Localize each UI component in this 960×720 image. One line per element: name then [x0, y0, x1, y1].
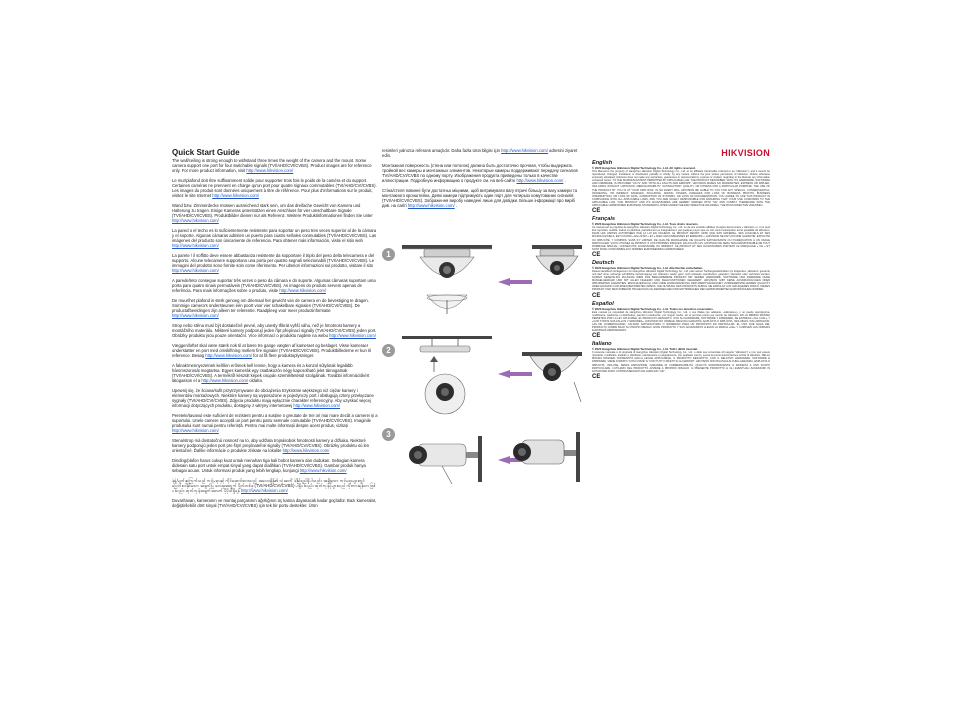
website-link[interactable]: http://www.hikvision.com/ [212, 193, 260, 198]
website-link[interactable]: http://www.hikvision.com/ [172, 313, 219, 318]
note-text: La pared o el techo es lo suficientemente resistente para soportar un peso tres veces superior al de la cámara y el soporte. Algunas cámaras admiten un puerto para cuatro señales conmutables (TVI/AHD/CVI/CVBS). Las imágenes del producto son únicamente de referencia. Para obtener más información, visite el sitio web [172, 228, 377, 243]
legal-section-français [592, 216, 770, 258]
website-link[interactable]: http://www.hikvision.com/ [172, 268, 219, 273]
step-2-illustration [382, 332, 582, 418]
note-paragraph [172, 203, 378, 223]
note-text-after: . [564, 178, 566, 183]
note-paragraph [172, 498, 378, 508]
copyright-line: © 2020 Hangzhou Hikvision Digital Technology Co., Ltd. All rights reserved. [592, 166, 696, 170]
language-heading: Français [592, 216, 616, 223]
legal-sections [592, 160, 770, 382]
note-paragraph [172, 253, 378, 273]
note-paragraph [172, 413, 378, 433]
note-text: De muur/het plafond is sterk genoeg om driemaal het gewicht van de camera en de bevestiging te dragen. Sommige camera's ondersteunen één poort voor vier schakelbare signalen (TVI/AHD/CVI/CVBS). De productafbeeldingen zijn alleen ter referentie. Raadpleeg voor meer productinformatie [172, 298, 369, 313]
multilingual-notes-cont [382, 148, 582, 208]
language-heading: Deutsch [592, 259, 615, 266]
note-text: နံရံ/မျက်နှာကြက်သည် ကင်မရာနှင့် ကိုင်ဆောင်ထားသည့် အလေးချိန်၏ သုံးဆကို ခံနိုင်ရည်ရှိပါသည်။ အချို့သော ကင်မရာများတွင် ပြောင်းလဲနိုင်သော အချက်ပြ လေးခုအတွက် ပို့တ်တစ်ခု (TVI/AHD/CVI/CVBS) ပါရှိပါသည်။ ထုတ်ကုန်ပုံများသည် ကိုးကားရန်သာ ဖြစ်ပါသည်။ ထုတ်ကုန်အချက်အလက် ပိုမိုသိရှိရန် [172, 478, 376, 493]
note-text: Upewnij się, że ściana/sufit przytrzymywane do obciążenia trzykrotnie większego niż ciężar kamery i elementów montażowych. Niektóre kamery są wyposażone w pojedynczy port i obsługują cztery przełączane sygnały (TVI/AHD/CVI/CVBS). Zdjęcia produktu mają wyłącznie charakter referencyjny. Aby uzyskać więcej informacji dotyczących produktu, dostępny z witryny internetowej [172, 388, 374, 408]
website-link[interactable]: http://www.hikvision.com/ [172, 428, 219, 433]
website-link[interactable]: http://www.hikvision.com/ [241, 488, 288, 493]
website-link[interactable]: http://www.hikvision.com/ [516, 178, 564, 183]
bullet-camera-icon [382, 422, 582, 502]
turret-camera-icon [382, 332, 582, 418]
step-3-illustration [382, 422, 582, 502]
note-paragraph [172, 298, 378, 318]
note-text: resimleri yalnızca referans amaçlıdır. Daha fazla ürün bilgisi için [382, 148, 500, 153]
note-text-after: . [455, 203, 458, 208]
note-text-after: oldalra. [249, 378, 264, 383]
ce-mark-icon: CE [592, 292, 601, 299]
website-link[interactable]: http://www.hikvision.com/ [329, 333, 376, 338]
note-paragraph [172, 323, 378, 338]
website-link[interactable]: http://www.hikvision.com/ [201, 378, 249, 383]
step-1-illustration [382, 240, 582, 328]
note-text: Stena/strop má dostatočnú nosnosť na to, aby udržala trojnásobok hmotnosti kamery a držiaka. Niektoré kamery podporujú jeden port pre štyri prepínateľné signály (TVI/AHD/CVI/CVBS). Obrázky produktu sú len orientačné. Ďalšie informácie o produkte získate na lokalite [172, 438, 370, 453]
step-3-badge: 3 [382, 428, 395, 441]
legal-text: Dieses Handbuch ist Eigentum von Hangzhou Hikvision Digital Technology Co., Ltd. oder seinen Tochtergesellschaften (im Folgenden „Hikvision“ genannt) und darf ohne vorherige schriftliche Genehmigung von Hikvision weder ganz noch teilweise reproduziert, geändert, übersetzt oder verbreitet werden. SOWEIT GESETZLICH ZULÄSSIG WIRD DAS BESCHRIEBENE PRODUKT MIT SEINER HARDWARE, SOFTWARE UND FIRMWARE OHNE MÄNGELGEWÄHR UND MIT ALLEN FEHLERN UND FEHLFUNKTIONEN GELIEFERT. HIKVISION GIBT KEINE AUSDRÜCKLICHEN ODER IMPLIZIERTEN GARANTIEN, EINSCHLIESSLICH UND OHNE EINSCHRÄNKUNG DER MARKTGÄNGIGKEIT, ZUFRIEDENSTELLENDEN QUALITÄT ODER EIGNUNG FÜR EINEN BESTIMMTEN ZWECK. DIE NUTZUNG DES PRODUKTS DURCH SIE ERFOLGT AUF IHR EIGENES RISIKO. DIESES PRODUKT UND SEIN ZUBEHÖR TRAGEN DAS CE-KENNZEICHEN UND ENTSPRECHEN DEN HARMONISIERTEN EUROPÄISCHEN NORMEN. [592, 269, 770, 292]
copyright-line: © 2020 Hangzhou Hikvision Digital Technology Co., Ltd. Todos los derechos reservados. [592, 306, 714, 311]
note-text: Peretele/tavanul este suficient de rezistent pentru a susține o greutate de trei ori mai mare decât a camerei și a suportului. Unele camere acceptă un port pentru patru semnale comutabile (TVI/AHD/CVI/CVBS). Imaginile produsului sunt numai pentru referință. Pentru mai multe informații despre acest produs, vizitați [172, 413, 378, 428]
note-text: Dinding/plafon harus cukup kuat untuk menahan tiga kali bobot kamera dan dudukan. Sebagian kamera didesain satu port untuk empat sinyal yang dapat dialihkan (TVI/AHD/CVI/CVBS). Gambar produk hanya sebagai acuan. Untuk informasi produk yang lebih lengkap, kunjungi [172, 458, 366, 473]
note-paragraph [172, 388, 378, 408]
ce-mark-icon: CE [592, 251, 601, 258]
brand-logo: HIKVISION [721, 148, 770, 158]
language-heading: Español [592, 300, 614, 307]
note-paragraph [172, 438, 378, 453]
note-text: The wall/ceiling is strong enough to withstand three times the weight of the camera and the mount. Some camera support one port for four switchable signals (TVI/AHD/CVI/CVBS). Product images are for reference only. For more product information, visit [172, 158, 372, 173]
website-link[interactable]: http://www.hikvision.com/ [293, 403, 341, 408]
note-text: Монтажная поверхность (стена или потолок) должна быть достаточно прочная, чтобы выдержать тройной вес камеры и монтажных элементов. Некоторые камеры поддерживают передачу сигналов TVI/AHD/CVI/CVBS по одному порту. Изображения продукта приведены только в качестве иллюстрации. Подробную информацию о продукте см. на веб-сайте [382, 163, 578, 183]
note-text: A falnak/mennyezetnek kellően erősnek kell lennie, hogy a kamera és a konzol súlyának legalább háromszorosát megtartsa. Egyes kamerák egy csatlakozón négy kapcsolható jelet támogatnak (TVI/AHD/CVI/CVBS). A termékről készült képek csupán szemléltetésül szolgálnak. További információkért látogasson el a [172, 363, 370, 383]
note-paragraph [172, 363, 378, 383]
note-text: Væggen/loftet skal være stærk nok til at bære tre gange vægten af kameraet og beslaget. Visse kameraer understøtter en port med omskiftning mellem fire signaler (TVI/AHD/CVI/CVBS). Produktbillederne er kun til reference. Besøg [172, 343, 371, 358]
page-title: Quick Start Guide [172, 148, 240, 157]
ce-mark-icon: CE [592, 208, 601, 215]
note-paragraph [172, 478, 378, 493]
legal-text: This Manual is the property of Hangzhou Hikvision Digital Technology Co., Ltd. or its affiliates (hereinafter referred to as "Hikvision"), and it cannot be reproduced, changed, translated, or distributed, partially or wholly, by any means, without the prior written permission of Hikvision. Unless otherwise expressly stipulated, Hikvision does not make any warranties, guarantees or representations, express or implied, regarding to the Manual, any information contained herein. TO THE MAXIMUM EXTENT PERMITTED BY APPLICABLE LAW, THE PRODUCT DESCRIBED, WITH ITS HARDWARE, SOFTWARE AND FIRMWARE, IS PROVIDED "AS IS" AND "WITH ALL FAULTS AND ERRORS". HIKVISION MAKES NO WARRANTIES, EXPRESS OR IMPLIED, INCLUDING WITHOUT LIMITATION, MERCHANTABILITY, SATISFACTORY QUALITY, OR FITNESS FOR A PARTICULAR PURPOSE. THE USE OF THE PRODUCT BY YOU IS AT YOUR OWN RISK. IN NO EVENT WILL HIKVISION BE LIABLE TO YOU FOR ANY SPECIAL, CONSEQUENTIAL, INCIDENTAL, OR INDIRECT DAMAGES, INCLUDING, AMONG OTHERS, DAMAGES FOR LOSS OF BUSINESS PROFITS, BUSINESS INTERRUPTION, OR LOSS OF DATA, CORRUPTION OF SYSTEMS, OR LOSS OF DOCUMENTATION. YOU AGREE TO USE THIS PRODUCT IN COMPLIANCE WITH ALL APPLICABLE LAWS, AND YOU ARE SOLELY RESPONSIBLE FOR ENSURING THAT YOUR USE CONFORMS TO THE APPLICABLE LAW. THIS PRODUCT AND ITS ACCESSORIES ARE HEREBY MARKED WITH "CE" AND COMPLY THEREFORE WITH THE APPLICABLE HARMONIZED EUROPEAN STANDARDS LISTED UNDER THE EMC DIRECTIVE 2014/30/EU, THE ROHS DIRECTIVE 2011/65/EU. [592, 170, 770, 208]
language-heading: English [592, 160, 613, 166]
note-paragraph [382, 148, 582, 158]
note-text: A parede/teto consegue suportar três vezes o peso da câmara e do suporte. Algumas câmaras suportam uma porta para quatro sinais permutáveis (TVI/AHD/CVI/CVBS). As imagens do produto servem apenas de referência. Para mais informações sobre o produto, visite [172, 278, 376, 293]
note-text: La parete / il soffitto deve essere abbastanza resistente da sopportare il triplo del peso della telecamera e del supporto. Alcune telecamere supportano una porta per quattro segnali selezionabili (TVI/AHD/CVI/CVBS). Le immagini del prodotto sono fornite solo come riferimento. Per ulteriori informazioni sul prodotto, visitare il sito [172, 253, 375, 268]
note-text: Стіна/стеля повинні бути достатньо міцними, щоб витримувати вагу втричі більшу за вагу камери та монтажного кронштейна. Деякі камери підтримують один порт для чотирьох комутованих сигналів (TVI/AHD/CVI/CVBS). Зображення виробу наведені лише для довідки. Більше інформації про виріб див. на сайті [382, 188, 578, 208]
note-paragraph [172, 158, 378, 173]
legal-section-english [592, 160, 770, 214]
note-paragraph [172, 178, 378, 198]
legal-section-italiano [592, 341, 770, 380]
note-text-after: adresini ziyaret edin. [382, 148, 578, 158]
note-paragraph [172, 458, 378, 473]
note-text: Duvar/tavan, kameranın ve montaj parçasının ağırlığının üç katına dayanacak kadar güçlüdür. Bazı kameralar, değiştirilebilir dört sinyal (TVI/AHD/CVI/CVBS) için tek bir portu destekler. Ürün [172, 498, 377, 508]
website-link[interactable]: http://www.hikvision.com/ [246, 168, 294, 173]
website-link[interactable]: http://www.hikvision.com/ [279, 288, 327, 293]
copyright-line: © 2020 Hangzhou Hikvision Digital Technology Co., Ltd. Tous droits réservés. [592, 222, 699, 227]
legal-text: Ce manuel est la propriété de Hangzhou Hikvision Digital Technology Co., Ltd. ou de ses sociétés affiliées (ci-après dénommées « Hikvision »). Il ne peut être reproduit, modifié, traduit ou distribué, partiellement ou intégralement, par quelque moyen que ce soit, sans l'autorisation écrite préalable de Hikvision. DANS LES LIMITES AUTORISÉES PAR LA LOI EN VIGUEUR, LE PRODUIT DÉCRIT, AINSI QUE SON MATÉRIEL, SES LOGICIELS ET SES MICROLOGICIELS, EST FOURNI « EN L'ÉTAT » ET « AVEC CES FAIBLESSES ET ERREURS ». HIKVISION NE FAIT AUCUNE GARANTIE, EXPLICITE OU IMPLICITE, Y COMPRIS, SANS S'Y LIMITER, DE QUALITÉ MARCHANDE, DE QUALITÉ SATISFAISANTE OU D'ADÉQUATION À UN USAGE PARTICULIER. VOUS UTILISEZ LE PRODUIT À VOS PROPRES RISQUES. EN AUCUN CAS, HIKVISION NE SERA TENU RESPONSABLE DE TOUT DOMMAGE SPÉCIAL, CONSÉCUTIF, ACCESSOIRE OU INDIRECT. CE PRODUIT ET SES ACCESSOIRES PORTENT LE MARQUAGE « CE » ET SONT DONC CONFORMES AUX NORMES EUROPÉENNES HARMONISÉES. [592, 226, 770, 251]
legal-column [592, 148, 770, 566]
step-1-badge: 1 [382, 248, 395, 261]
note-paragraph [382, 163, 582, 183]
multilingual-notes [172, 158, 378, 508]
website-link[interactable]: http://www.hikvision.com/ [407, 203, 455, 208]
ce-mark-icon: CE [592, 333, 601, 340]
website-link[interactable]: http://www.hikvision.com/ [282, 448, 330, 453]
note-paragraph [172, 278, 378, 293]
step-2-badge: 2 [382, 344, 395, 357]
website-link[interactable]: http://www.hikvision.com/ [205, 353, 253, 358]
website-link[interactable]: http://www.hikvision.com/ [172, 243, 219, 248]
note-text: Wand bzw. Zimmerdecke müssen ausreichend stark sein, um das dreifache Gewicht von Kamera und Halterung zu tragen. Einige Kameras unterstützen einen Anschluss für vier umschaltbare Signale (TVI/AHD/CVI/CVBS). Produktbilder dienen nur als Referenz. Weitere Produktinformationen finden Sie unter [172, 203, 373, 218]
note-text-after: for at få flere produktoplysninger. [253, 353, 315, 358]
legal-section-español [592, 301, 770, 340]
website-link[interactable]: http://www.hikvision.com/ [172, 218, 219, 223]
copyright-line: © 2020 Hangzhou Hikvision Digital Technology Co., Ltd. Tutti i diritti riservati. [592, 347, 698, 352]
note-paragraph [172, 228, 378, 248]
legal-section-deutsch [592, 260, 770, 299]
note-text: Strop nebo stěna musí být dostatečně pevné, aby unesly třikrát vyšší váhu, než je hmotnost kamery a montážního materiálu. Některé kamery podporují jeden řípt přepínací signály (TVI/AHD/CVI/CVBS) jeden port. Obrázky produktu jsou pouze orientační. Více informací o produktu najdete na webu [172, 323, 377, 338]
legal-text: Este manual es propiedad de Hangzhou Hikvision Digital Technology Co., Ltd. o sus filiales (en adelante, «Hikvision»), y no puede reproducirse, modificarse, traducirse ni distribuirse, parcial ni totalmente, por ningún medio, sin el permiso previo por escrito de Hikvision. EN LA MEDIDA MÁXIMA PERMITIDA POR LA LEY APLICABLE, EL PRODUCTO DESCRITO, CON SU HARDWARE, SOFTWARE Y FIRMWARE, SE ENTREGA «TAL CUAL» Y «CON TODOS SUS FALLOS Y ERRORES». HIKVISION NO OFRECE NINGUNA GARANTÍA, EXPLÍCITA O IMPLÍCITA, INCLUIDAS, SIN LIMITACIÓN, LAS DE COMERCIALIDAD, CALIDAD SATISFACTORIA O IDONEIDAD PARA UN PROPÓSITO EN PARTICULAR. EL USO QUE HAGA DEL PRODUCTO CORRE BAJO SU PROPIO RIESGO. ESTE PRODUCTO Y SUS ACCESORIOS LLEVAN LA MARCA «CE» Y CUMPLEN LAS NORMAS EUROPEAS ARMONIZADAS. [592, 310, 770, 333]
ce-mark-icon: CE [592, 373, 601, 380]
website-link[interactable]: http://www.hikvision.com/ [299, 468, 347, 473]
note-paragraph [382, 188, 582, 208]
note-text: Le mur/plafond doit être suffisamment solide pour supporter trois fois le poids de la caméra et du support. Certaines caméras ne prennent en charge qu'un port pour quatre signaux commutables (TVI/AHD/CVI/CVBS). Les images du produit sont données uniquement à titre de référence. Pour plus d'informations sur le produit, visitez le site Internet [172, 178, 377, 198]
note-paragraph [172, 343, 378, 358]
copyright-line: © 2020 Hangzhou Hikvision Digital Technology Co., Ltd. Alle Rechte vorbehalten. [592, 265, 704, 270]
guide-column-2 [382, 148, 582, 566]
dome-camera-icon [382, 240, 582, 328]
legal-text: Il presente manuale è di proprietà di Hangzhou Hikvision Digital Technology Co., Ltd. o delle sue consociate (di seguito "Hikvision") e non può essere riprodotto, modificato, tradotto o distribuito, parzialmente o integralmente, con qualsiasi mezzo, senza la previa autorizzazione scritta di Hikvision. NELLA MISURA MASSIMA CONSENTITA DALLA LEGGE APPLICABILE, IL PRODOTTO DESCRITTO, CON IL RELATIVO HARDWARE, SOFTWARE E FIRMWARE, VIENE FORNITO "COSÌ COM'È" E "CON TUTTI I DIFETTI E GLI ERRORI". HIKVISION NON RILASCIA ALCUNA GARANZIA, ESPLICITA O IMPLICITA, INCLUSE, SENZA LIMITAZIONE, GARANZIE DI COMMERCIABILITÀ, QUALITÀ SODDISFACENTE O IDONEITÀ A UNO SCOPO PARTICOLARE. L'UTILIZZO DEL PRODOTTO AVVIENE A PROPRIO RISCHIO. IL PRESENTE PRODOTTO E GLI EVENTUALI ACCESSORI IN DOTAZIONE SONO CONTRASSEGNATI DAL MARCHIO "CE". [592, 351, 770, 373]
website-link[interactable]: http://www.hikvision.com/ [501, 148, 548, 153]
guide-column-1 [172, 148, 378, 566]
language-heading: Italiano [592, 341, 612, 348]
